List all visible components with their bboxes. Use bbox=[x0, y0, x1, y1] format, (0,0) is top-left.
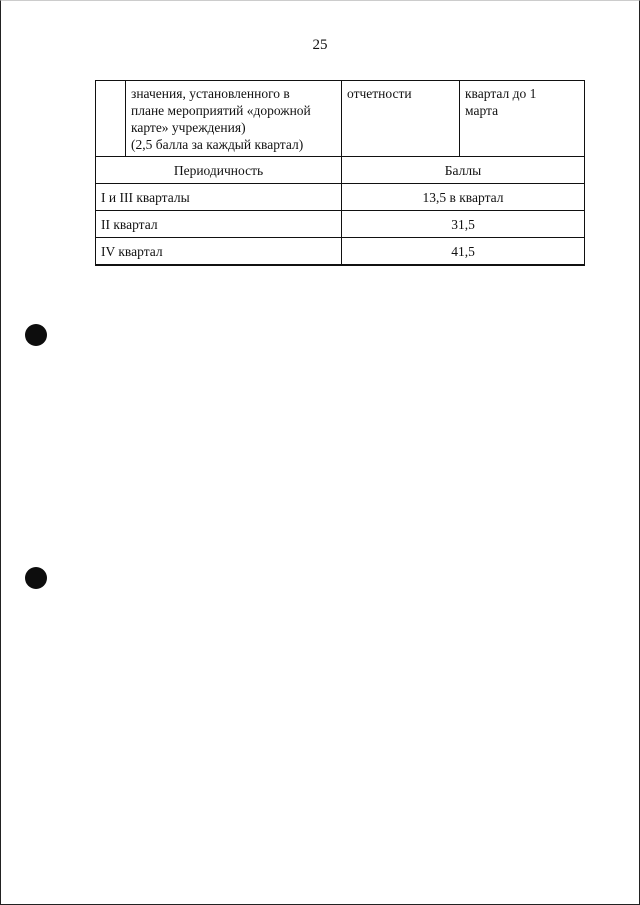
table-row bbox=[96, 238, 585, 266]
table-row bbox=[96, 184, 585, 211]
punch-hole-bottom bbox=[25, 567, 47, 589]
row-period: I и III кварталы bbox=[96, 184, 342, 211]
row-points: 13,5 в квартал bbox=[342, 184, 585, 211]
row-period: IV квартал bbox=[96, 238, 342, 266]
table-row bbox=[96, 211, 585, 238]
score-table bbox=[95, 80, 585, 266]
row-points: 31,5 bbox=[342, 211, 585, 238]
page-number: 25 bbox=[312, 37, 328, 53]
header-points: Баллы bbox=[342, 157, 585, 184]
row-period: II квартал bbox=[96, 211, 342, 238]
row-points: 41,5 bbox=[342, 238, 585, 266]
table-header-row bbox=[96, 157, 585, 184]
continuation-cell-deadline: квартал до 1 марта bbox=[460, 81, 585, 157]
continuation-cell-source: отчетности bbox=[342, 81, 460, 157]
table-continuation-row bbox=[96, 81, 585, 157]
punch-hole-top bbox=[25, 324, 47, 346]
header-periodicity: Периодичность bbox=[96, 157, 342, 184]
continuation-cell-number bbox=[96, 81, 126, 157]
continuation-cell-criterion: значения, установленного в плане мероприятий «дорожной карте» учреждения) (2,5 балла за каждый квартал) bbox=[126, 81, 342, 157]
